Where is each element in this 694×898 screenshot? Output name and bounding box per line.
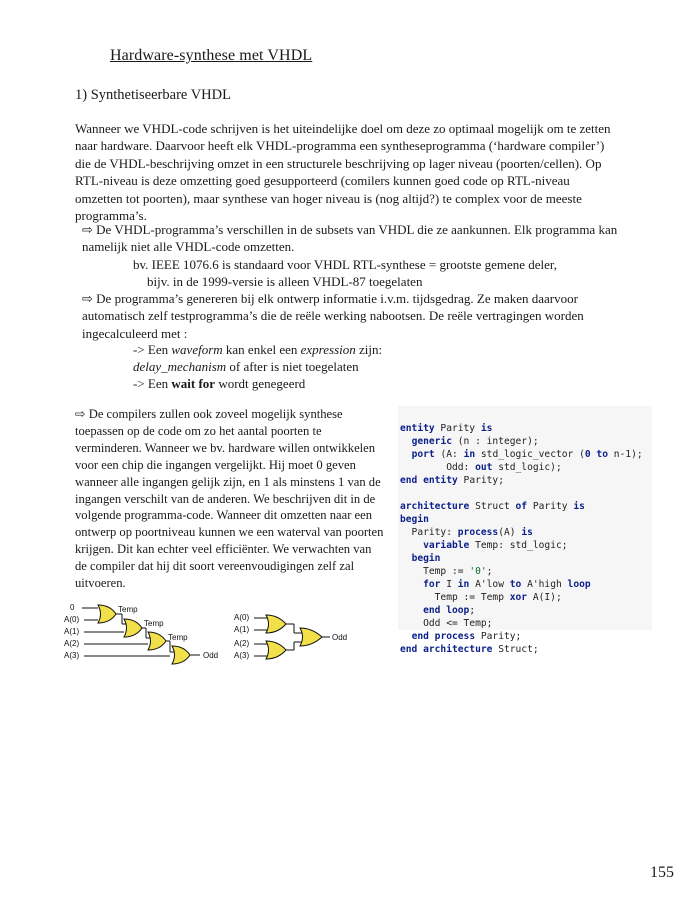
arrow-icon: ⇨ xyxy=(82,291,93,306)
cascade-temp-3: Temp xyxy=(168,633,188,642)
code-line xyxy=(400,487,652,500)
bullet-subsets xyxy=(82,221,638,256)
code-line: end process Parity; xyxy=(411,631,522,642)
intro-paragraph: Wanneer we VHDL-code schrijven is het uiteindelijke doel om deze zo optimaal mogelijk om te zetten naar hardware. Daarvoor heeft elk VHDL-programma een syntheseprogramma (‘hardware compiler’) die de VHDL-beschrijving omzet in een structurele beschrijving op lager niveau (poorten/cellen). Op RTL-niveau is deze omzetting goed gesupporteerd (comilers kunnen goed code op RTL-niveau omzetten tot poorten), maar synthese van hoger niveau is (nog altijd?) te complex voor de meeste programma’s. xyxy=(75,121,611,224)
code-line: Temp := '0'; xyxy=(400,566,493,577)
tree-diagram xyxy=(234,613,347,660)
code-line: end architecture Struct; xyxy=(400,644,539,655)
cascade-input-a3: A(3) xyxy=(64,651,80,660)
code-line: begin xyxy=(411,553,441,564)
code-line: Odd <= Temp; xyxy=(400,618,493,629)
arrow-icon: ⇨ xyxy=(75,407,86,421)
tree-input-a0: A(0) xyxy=(234,613,250,622)
rule-wait-prefix: -> Een xyxy=(133,376,169,391)
rule-delay xyxy=(133,358,359,375)
tree-input-a1: A(1) xyxy=(234,625,250,634)
code-line: end loop; xyxy=(423,605,476,616)
rule-wait xyxy=(133,375,305,392)
code-line: entity Parity is xyxy=(400,423,493,434)
cascade-input-a2: A(2) xyxy=(64,639,80,648)
xor-gate-diagrams xyxy=(62,602,352,666)
cascade-diagram xyxy=(64,603,218,664)
rule-wait-keyword: wait for xyxy=(171,376,216,391)
rule-waveform-suffix: zijn: xyxy=(359,342,383,357)
rule-delay-term: delay_mechanism xyxy=(133,359,227,374)
section-heading: 1) Synthetiseerbare VHDL xyxy=(75,87,231,103)
cascade-temp-1: Temp xyxy=(118,605,138,614)
tree-input-a2: A(2) xyxy=(234,639,250,648)
bullet-subsets-example-2: bijv. in de 1999-versie is alleen VHDL-87 toegelaten xyxy=(147,274,423,289)
compiler-paragraph xyxy=(75,406,385,592)
tree-output: Odd xyxy=(332,633,348,642)
rule-waveform xyxy=(133,341,382,358)
page-title: Hardware-synthese met VHDL xyxy=(110,47,313,64)
rule-wait-suffix: wordt genegeerd xyxy=(218,376,306,391)
cascade-input-a0: A(0) xyxy=(64,615,80,624)
code-line: architecture Struct of Parity is xyxy=(400,501,585,512)
code-line: Temp := Temp xor A(I); xyxy=(400,592,562,603)
vhdl-code-block xyxy=(398,406,652,655)
rule-waveform-prefix: -> Een xyxy=(133,342,169,357)
code-line: for I in A'low to A'high loop xyxy=(423,579,591,590)
bullet-subsets-example-1: bv. IEEE 1076.6 is standaard voor VHDL RTL-synthese = grootste gemene deler, xyxy=(133,257,557,272)
cascade-output: Odd xyxy=(203,651,219,660)
page-number: 155 xyxy=(650,864,674,881)
code-line: end entity Parity; xyxy=(400,475,504,486)
cascade-input-0: 0 xyxy=(70,603,75,612)
rule-waveform-mid: kan enkel een xyxy=(225,342,298,357)
tree-input-a3: A(3) xyxy=(234,651,250,660)
rule-waveform-term: waveform xyxy=(171,342,223,357)
code-line: begin xyxy=(400,514,429,525)
code-line: variable Temp: std_logic; xyxy=(423,540,568,551)
cascade-input-a1: A(1) xyxy=(64,627,80,636)
code-line: Parity: process(A) is xyxy=(400,527,533,538)
code-line: Odd: out std_logic); xyxy=(400,462,562,473)
bullet-timing xyxy=(82,290,638,342)
xor-gate-icon xyxy=(266,615,322,659)
rule-delay-text: of after is niet toegelaten xyxy=(229,359,359,374)
code-line: port (A: in std_logic_vector (0 to n-1); xyxy=(411,449,643,460)
cascade-temp-2: Temp xyxy=(144,619,164,628)
code-line: generic (n : integer); xyxy=(411,436,539,447)
bullet-subsets-text: De VHDL-programma’s verschillen in de subsets van VHDL die ze aankunnen. Elk programma kan namelijk niet alle VHDL-code omzetten. xyxy=(82,222,618,255)
compiler-paragraph-text: De compilers zullen ook zoveel mogelijk synthese toepassen op de code om zo het aantal poorten te verminderen. Wanneer we bv. hardware willen ontwikkelen voor een chip die ingangen vergelijkt. Hij moet 0 geven wanneer alle ingangen gelijk zijn, en 1 als minstens 1 van de ingangen verschilt van de anderen. We beschrijven dit in de volgende programma-code. Wanneer dit omzetten naar een ontwerp op poortniveau kunnen we een waterval van poorten krijgen. Dit kan echter veel efficiënter. We verwachten van de compiler dat hij dit soort vereenvoudigingen zelf zal uitvoeren. xyxy=(75,407,384,591)
arrow-icon: ⇨ xyxy=(82,222,93,237)
rule-expression-term: expression xyxy=(300,342,356,357)
bullet-timing-text: De programma’s genereren bij elk ontwerp informatie i.v.m. tijdsgedrag. Ze maken daarvoor automatisch zelf testprogramma’s die de reële werking nabootsen. De reële vertragingen worden ingecalculeerd met : xyxy=(82,291,584,341)
